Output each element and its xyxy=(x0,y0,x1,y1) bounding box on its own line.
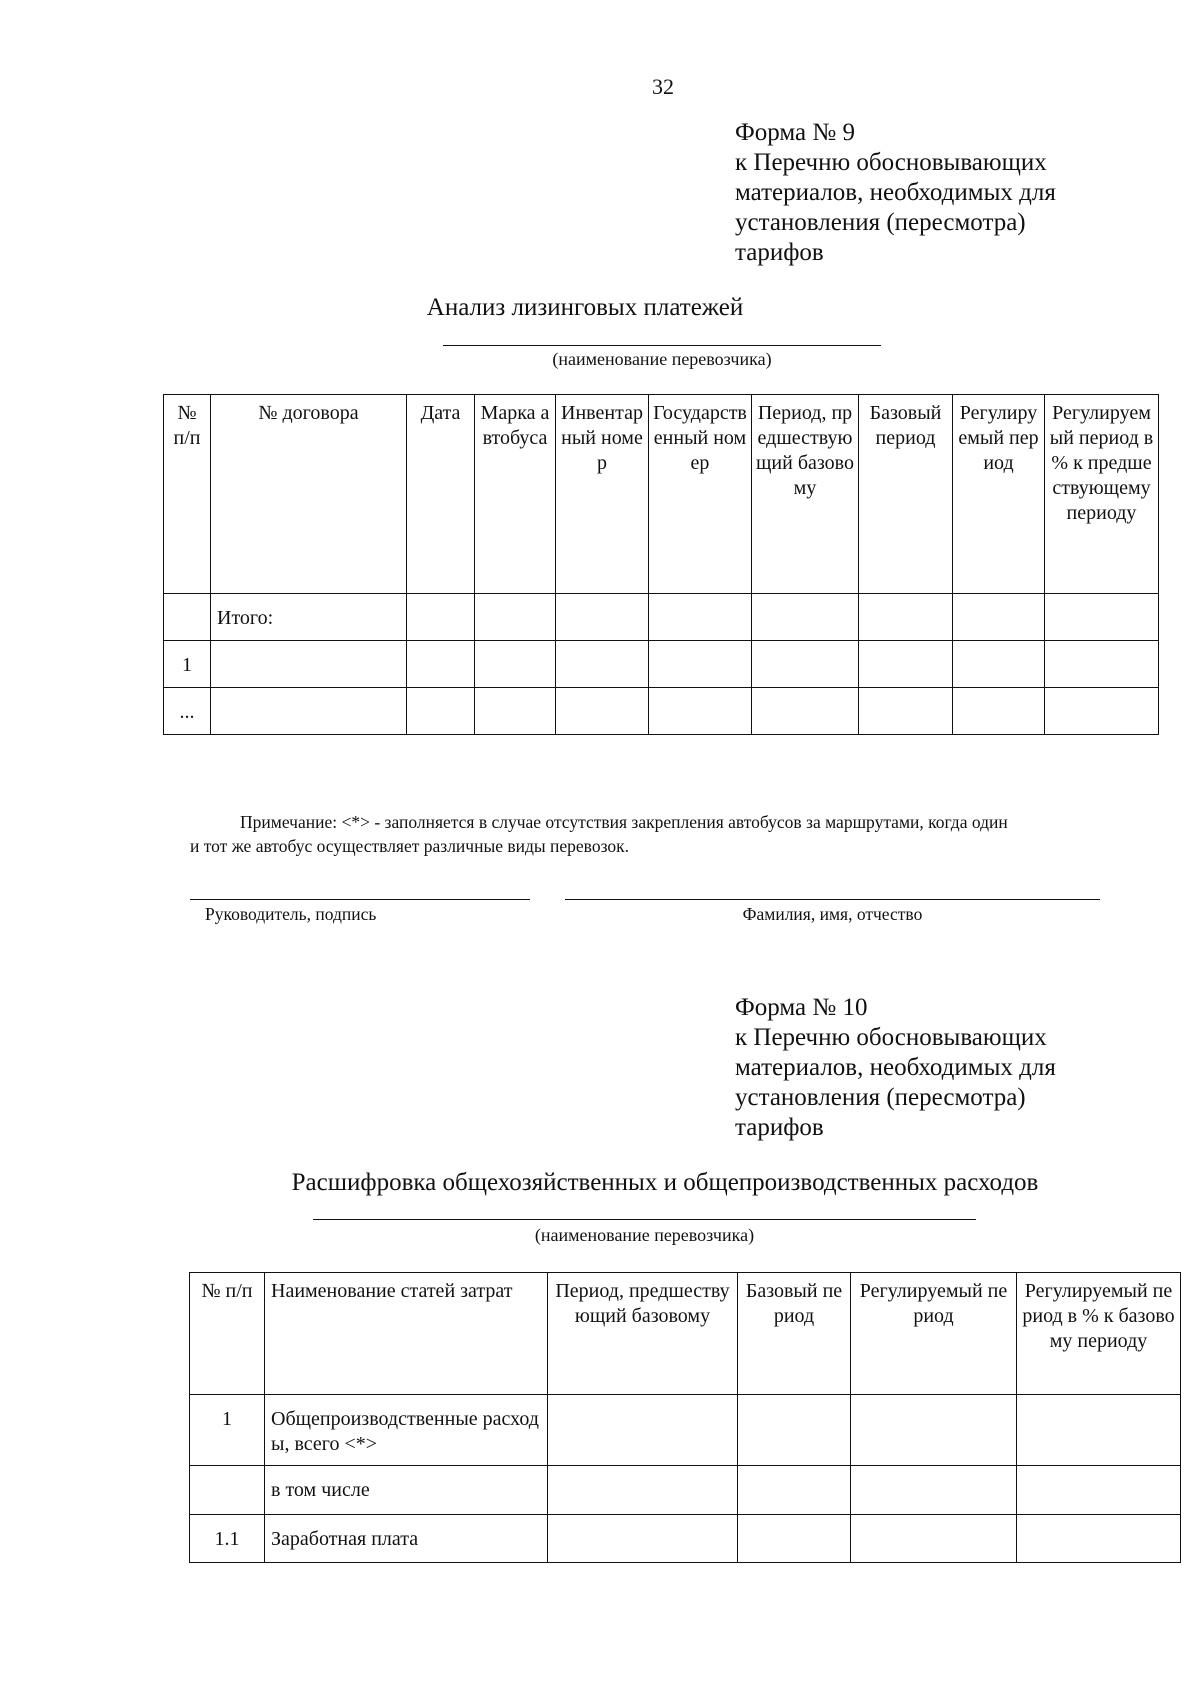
form10-heading-line: к Перечню обосновывающих xyxy=(735,1024,1047,1051)
table-row xyxy=(164,688,1159,735)
row-label xyxy=(211,688,407,735)
table-cell[interactable] xyxy=(859,594,953,641)
full-name-line[interactable] xyxy=(565,899,1100,900)
table-cell[interactable] xyxy=(953,688,1045,735)
form10-caption: (наименование перевозчика) xyxy=(534,1225,755,1245)
form9-note xyxy=(190,810,1150,834)
form9-col-header: Период, предшествующий базовому xyxy=(752,395,859,594)
table-cell[interactable] xyxy=(953,594,1045,641)
table-cell[interactable] xyxy=(475,641,556,688)
signature-line[interactable] xyxy=(190,899,530,900)
row-label xyxy=(211,641,407,688)
form10-col-header: Наименование статей затрат xyxy=(265,1273,548,1395)
table-cell[interactable] xyxy=(548,1466,738,1515)
form10-heading-line: Форма № 10 xyxy=(735,994,868,1021)
row-number: ... xyxy=(164,688,211,735)
form9-heading-line: установления (пересмотра) xyxy=(735,209,1026,236)
form9-heading-line: к Перечню обосновывающих xyxy=(735,149,1047,176)
form10-header-row xyxy=(190,1273,1181,1395)
form9-col-header: Дата xyxy=(407,395,475,594)
table-cell[interactable] xyxy=(649,688,752,735)
form9-table xyxy=(163,394,1159,735)
form9-col-header: № п/п xyxy=(164,395,211,594)
table-cell[interactable] xyxy=(953,641,1045,688)
table-cell[interactable] xyxy=(738,1395,851,1466)
form10-col-header: Период, предшествующий базовому xyxy=(548,1273,738,1395)
form10-table xyxy=(189,1272,1181,1563)
row-label: в том числе xyxy=(265,1466,548,1515)
form9-heading-line: тарифов xyxy=(735,239,824,266)
table-row xyxy=(164,594,1159,641)
form9-header-row xyxy=(164,395,1159,594)
table-cell[interactable] xyxy=(1017,1466,1181,1515)
table-cell[interactable] xyxy=(851,1466,1017,1515)
table-cell[interactable] xyxy=(548,1515,738,1563)
form10-heading xyxy=(735,993,1155,1143)
form9-heading-line: Форма № 9 xyxy=(735,119,855,146)
form9-col-header: Регулируемый период xyxy=(953,395,1045,594)
row-label: Заработная плата xyxy=(265,1515,548,1563)
form9-note-line: Примечание: <*> - заполняется в случае отсутствия закрепления автобусов за маршрутами, когда один xyxy=(240,812,1008,832)
form9-carrier-line[interactable] xyxy=(443,345,881,346)
table-cell[interactable] xyxy=(548,1395,738,1466)
signature-label: Руководитель, подпись xyxy=(205,904,377,924)
table-cell[interactable] xyxy=(859,688,953,735)
table-cell[interactable] xyxy=(407,594,475,641)
form10-col-header: Базовый период xyxy=(738,1273,851,1395)
table-cell[interactable] xyxy=(556,594,649,641)
form9-title: Анализ лизинговых платежей xyxy=(426,294,744,321)
row-label: Общепроизводственные расходы, всего <*> xyxy=(265,1395,548,1466)
full-name-label: Фамилия, имя, отчество xyxy=(742,904,923,924)
table-row xyxy=(190,1466,1181,1515)
form9-col-header: Базовый период xyxy=(859,395,953,594)
form10-col-header: № п/п xyxy=(190,1273,265,1395)
form10-carrier-line[interactable] xyxy=(313,1219,976,1220)
table-cell[interactable] xyxy=(556,641,649,688)
form9-col-header: № договора xyxy=(211,395,407,594)
form9-col-header: Регулируемый период в % к предшествующему периоду xyxy=(1045,395,1159,594)
table-cell[interactable] xyxy=(752,688,859,735)
table-cell[interactable] xyxy=(556,688,649,735)
row-number xyxy=(190,1466,265,1515)
table-cell[interactable] xyxy=(475,688,556,735)
table-cell[interactable] xyxy=(1045,594,1159,641)
row-label: Итого: xyxy=(211,594,407,641)
row-number: 1 xyxy=(190,1395,265,1466)
table-cell[interactable] xyxy=(738,1466,851,1515)
form10-heading-line: тарифов xyxy=(735,1114,824,1141)
table-cell[interactable] xyxy=(649,641,752,688)
table-cell[interactable] xyxy=(1017,1395,1181,1466)
table-cell[interactable] xyxy=(649,594,752,641)
page-number: 32 xyxy=(652,74,674,99)
table-cell[interactable] xyxy=(1017,1515,1181,1563)
table-cell[interactable] xyxy=(738,1515,851,1563)
row-number xyxy=(164,594,211,641)
table-cell[interactable] xyxy=(752,594,859,641)
table-row xyxy=(164,641,1159,688)
table-cell[interactable] xyxy=(475,594,556,641)
table-cell[interactable] xyxy=(407,641,475,688)
table-row xyxy=(190,1515,1181,1563)
form9-note-line: и тот же автобус осуществляет различные виды перевозок. xyxy=(190,836,630,856)
form9-heading xyxy=(735,118,1155,268)
table-cell[interactable] xyxy=(851,1395,1017,1466)
form9-heading-line: материалов, необходимых для xyxy=(735,179,1056,206)
table-cell[interactable] xyxy=(1045,688,1159,735)
table-row xyxy=(190,1395,1181,1466)
table-cell[interactable] xyxy=(752,641,859,688)
form9-note xyxy=(190,834,1150,858)
row-number: 1.1 xyxy=(190,1515,265,1563)
form9-col-header: Государственный номер xyxy=(649,395,752,594)
table-cell[interactable] xyxy=(851,1515,1017,1563)
table-cell[interactable] xyxy=(1045,641,1159,688)
form9-col-header: Инвентарный номер xyxy=(556,395,649,594)
table-cell[interactable] xyxy=(859,641,953,688)
table-cell[interactable] xyxy=(407,688,475,735)
form9-col-header: Марка автобуса xyxy=(475,395,556,594)
form10-heading-line: установления (пересмотра) xyxy=(735,1084,1026,1111)
form10-col-header: Регулируемый период в % к базовому периоду xyxy=(1017,1273,1181,1395)
form10-col-header: Регулируемый период xyxy=(851,1273,1017,1395)
form9-caption: (наименование перевозчика) xyxy=(552,349,772,369)
row-number: 1 xyxy=(164,641,211,688)
form10-title: Расшифровка общехозяйственных и общепроизводственных расходов xyxy=(291,1169,1039,1196)
form10-heading-line: материалов, необходимых для xyxy=(735,1054,1056,1081)
